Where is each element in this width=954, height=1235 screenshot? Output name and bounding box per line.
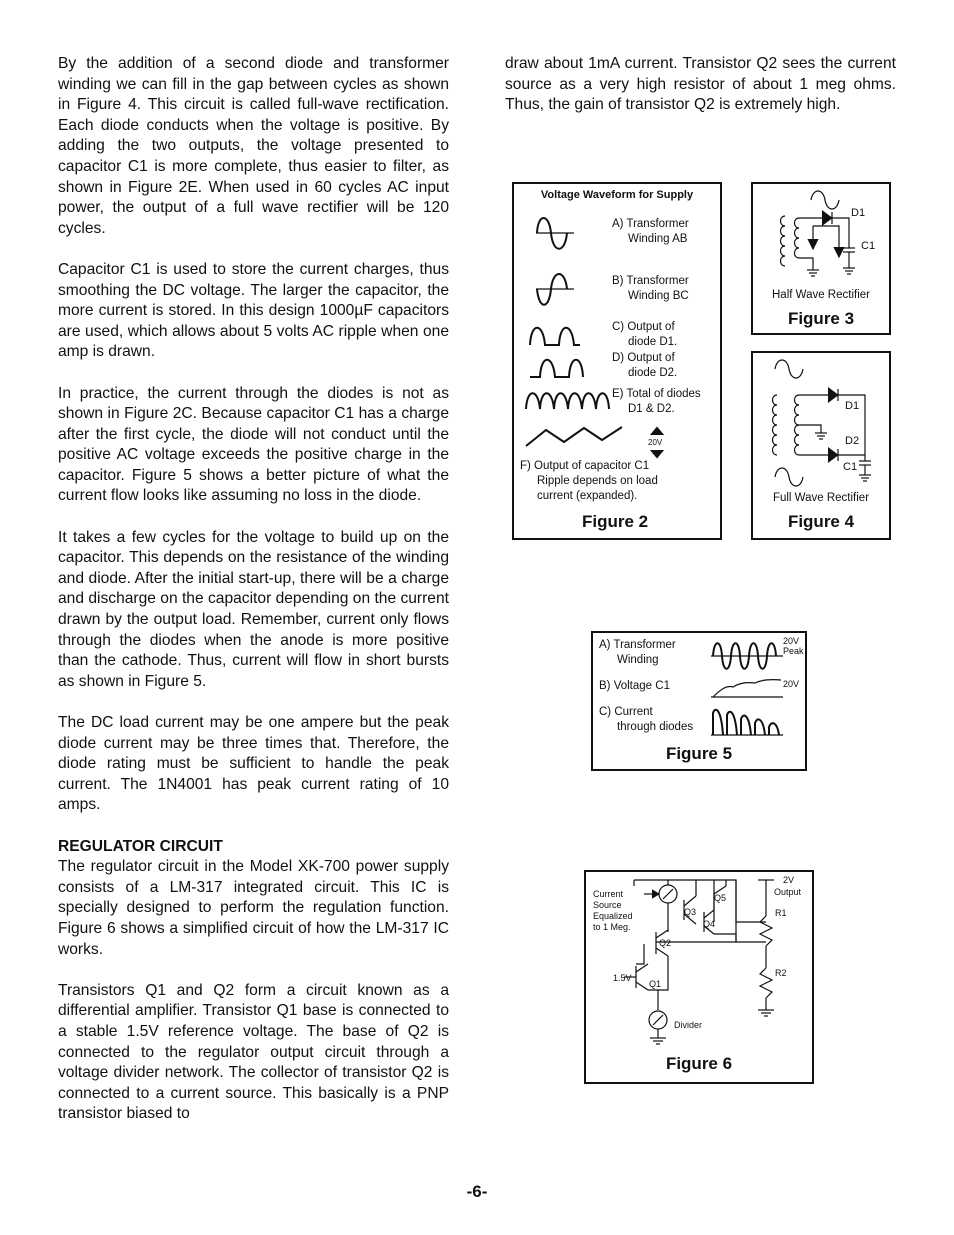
figure-6-q5-label: Q5 (714, 893, 727, 903)
figure-5-voltage-wave (711, 677, 787, 701)
figure-5-peak-label-1: 20V (783, 636, 800, 646)
figure-6-output-label-1: 2V (783, 875, 795, 885)
paragraph-diode-current: In practice, the current through the diodes is not as shown in Figure 2C. Because capacitor C1 has a charge after the first cycle, the diode will not conduct until the positive AC voltage exceeds the positive charge in the capacitor. Figure 5 shows a better picture of what the current flow looks like assuming no loss in the diode. (58, 384, 449, 505)
waveform-diode-d1 (528, 320, 588, 350)
figure-6-divider-label: Divider (674, 1020, 703, 1030)
paragraph-full-wave: By the addition of a second diode and transformer winding we can fill in the gap between cycles as shown in Figure 4. This circuit is called full-wave rectification. Each diode conducts when the voltage is positive. By adding the two outputs, the voltage presented to capacitor C1 is more complete, thus easier to filter, as shown in Figure 2E. When used in 60 cycles AC input power, the output of a full wave rectifier will be 120 cycles. (58, 55, 449, 237)
figure-5-label-a1: A) Transformer (599, 639, 676, 651)
figure-6-q2-label: Q2 (659, 938, 672, 948)
figure-4-d2-label: D2 (845, 435, 860, 447)
figure-6-cs-label-1: Current (593, 889, 624, 899)
figure-2-label-b2: Winding BC (628, 290, 689, 302)
figure-2-label-d1: D) Output of (612, 352, 675, 364)
figure-5-label-a2: Winding (617, 654, 659, 666)
figure-3-caption: Half Wave Rectifier (772, 289, 870, 301)
figure-3-title: Figure 3 (787, 309, 855, 328)
paragraph-peak-current: The DC load current may be one ampere but the peak diode current may be three times that. Therefore, the diode rating must be sufficient to handle the peak current. The 1N4001 has peak current rating of 10 amps. (58, 714, 449, 814)
figure-4-caption: Full Wave Rectifier (772, 492, 870, 504)
left-column (58, 54, 449, 1145)
figure-5 (591, 631, 807, 771)
figure-3 (751, 182, 891, 335)
figure-2-20v-label: 20V (648, 438, 663, 447)
waveform-sine-ab (534, 208, 584, 258)
figure-5-label-b: B) Voltage C1 (599, 680, 670, 692)
right-column (505, 54, 896, 136)
figure-6-r1-label: R1 (775, 908, 787, 918)
figure-6-cs-label-3: Equalized (593, 911, 633, 921)
figure-2 (512, 182, 722, 540)
figure-6-q4-label: Q4 (703, 919, 716, 929)
waveform-ripple (524, 424, 634, 454)
figure-4-schematic (753, 353, 889, 493)
figure-6-title: Figure 6 (665, 1054, 733, 1073)
figure-2-label-f1: F) Output of capacitor C1 (520, 460, 650, 472)
figure-5-label-c1: C) Current (599, 706, 653, 718)
waveform-diode-d2 (528, 352, 588, 382)
waveform-total (524, 384, 614, 414)
paragraph-gain: draw about 1mA current. Transistor Q2 sees the current source as a very high resistor of about 1 meg ohms. Thus, the gain of transistor Q2 is extremely high. (505, 55, 896, 114)
figure-6-q3-label: Q3 (684, 907, 697, 917)
paragraph-startup: It takes a few cycles for the voltage to build up on the capacitor. This depends on the resistance of the winding and diode. After the initial start-up, there will be a charge and discharge on the capacitor depending on the current drawn by the output load. Remember, current only flows through the diodes when the anode is more positive than the cathode. Thus, current will flow in short bursts as shown in Figure 5. (58, 528, 449, 690)
figure-2-header: Voltage Waveform for Supply (540, 189, 694, 201)
figure-5-winding-wave (711, 637, 787, 675)
figure-3-d1-label: D1 (851, 207, 866, 219)
figure-2-label-e2: D1 & D2. (628, 403, 675, 415)
figure-4-d1-label: D1 (845, 400, 860, 412)
figure-5-title: Figure 5 (665, 744, 733, 763)
figure-2-label-d2: diode D2. (628, 367, 678, 379)
figure-4-c1-label: C1 (843, 461, 858, 473)
figure-2-label-c1: C) Output of (612, 321, 675, 333)
figure-2-label-e1: E) Total of diodes (612, 388, 701, 400)
figure-4-title: Figure 4 (787, 512, 855, 531)
figure-6-q1-label: Q1 (649, 979, 662, 989)
figure-6-15v-label: 1.5V (613, 973, 632, 983)
page-number: -6- (466, 1182, 488, 1201)
figure-5-peak-label-2: Peak (783, 646, 804, 656)
waveform-sine-bc (534, 264, 584, 314)
figure-2-label-c2: diode D1. (628, 336, 678, 348)
figure-3-c1-label: C1 (861, 240, 876, 252)
paragraph-capacitor: Capacitor C1 is used to store the current charges, thus smoothing the DC voltage. The larger the capacitor, the more current is stored. In this design 1000µF capacitors are used, which allows about 5 volts AC ripple when one amp is drawn. (58, 260, 449, 361)
figure-2-label-f2: Ripple depends on load (537, 475, 658, 487)
figure-3-schematic (753, 184, 889, 284)
figure-4 (751, 351, 891, 540)
figure-6-cs-label-2: Source (593, 900, 622, 910)
figure-6 (584, 870, 814, 1084)
figure-6-r2-label: R2 (775, 968, 787, 978)
paragraph-differential: Transistors Q1 and Q2 form a circuit known as a differential amplifier. Transistor Q1 base is connected to a stable 1.5V reference voltage. The base of Q2 is connected to the regulator output circuit through a voltage divider network. The collector of transistor Q2 is connected to a current source. This basically is a PNP transistor biased to (58, 981, 449, 1123)
figure-2-label-a2: Winding AB (628, 233, 688, 245)
figure-2-label-b1: B) Transformer (612, 275, 689, 287)
figure-2-label-a1: A) Transformer (612, 218, 689, 230)
paragraph-regulator: The regulator circuit in the Model XK-700 power supply consists of a LM-317 integrated circuit. This IC is specially designed to perform the regulation function. Figure 6 shows a simplified circuit of how the LM-317 IC works. (58, 858, 449, 958)
figure-2-label-f3: current (expanded). (537, 490, 638, 502)
figure-6-output-label-2: Output (774, 887, 802, 897)
figure-2-title: Figure 2 (582, 512, 649, 531)
section-heading-regulator: REGULATOR CIRCUIT (58, 837, 223, 855)
figure-6-cs-label-4: to 1 Meg. (593, 922, 631, 932)
figure-5-label-c2: through diodes (617, 721, 694, 733)
figure-5-20v-label: 20V (783, 679, 800, 689)
figure-5-current-wave (711, 705, 787, 739)
